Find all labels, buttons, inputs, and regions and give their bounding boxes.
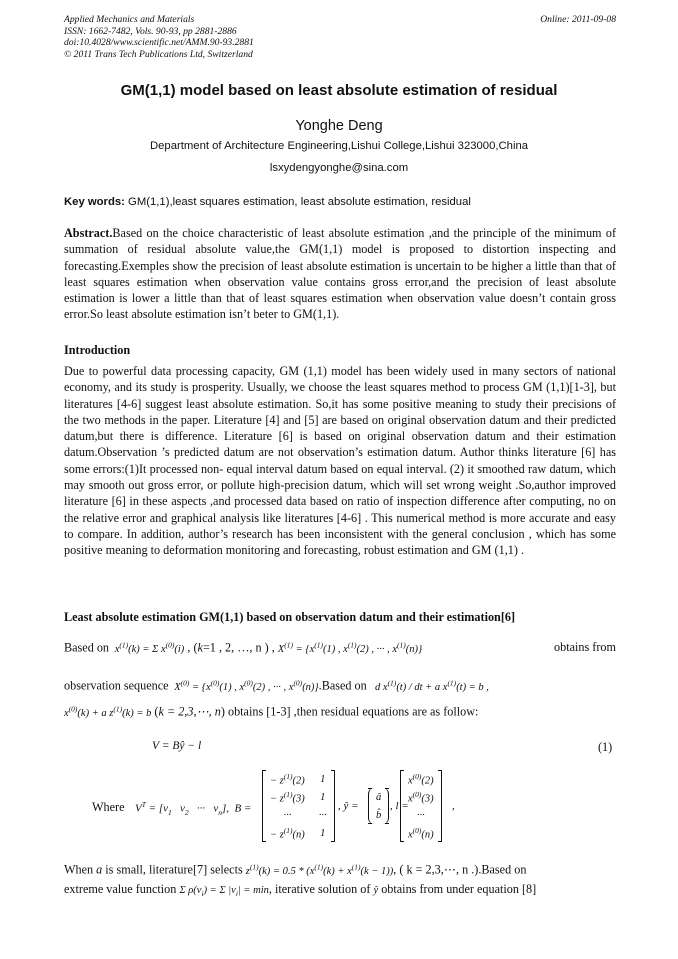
formula-accumulation: $x^{(1)}(k) = \Sigma$ $x^{(0)}(i)$ — [112, 640, 185, 655]
issn-line: ISSN: 1662-7482, Vols. 90-93, pp 2881-2886 — [64, 25, 237, 37]
text-k-range: =1 , 2, …, n ) , — [202, 640, 275, 655]
text-a-var: a — [96, 862, 103, 877]
text-k-var: k — [197, 640, 203, 655]
formula-l-vector: , l = — [390, 800, 409, 812]
text-is-small: is small, literature[7] selects — [105, 862, 243, 877]
journal-name: Applied Mechanics and Materials — [64, 14, 195, 25]
online-date: Online: 2011-09-08 — [540, 14, 616, 25]
text-when: When — [64, 862, 94, 877]
text-observation-sequence: observation sequence — [64, 678, 169, 693]
abstract-label: Abstract. — [64, 226, 113, 240]
matrix-b: − $z^{(1)}(2)$ 1 − $z^{(1)}(3)$ 1 ··· ··· − $z^{(1)}(n)$ 1 — [262, 770, 335, 842]
text-where: Where — [92, 800, 125, 814]
keywords-label: Key words: — [64, 196, 125, 208]
formula-line-1 — [64, 640, 616, 656]
text-based-on-3: , ( k = 2,3,⋯, n .).Based on — [393, 862, 527, 877]
journal-header — [64, 14, 616, 60]
formula-grey-equation: $x^{(0)}(k) + a$ $z^{(1)}(k) = b$ — [64, 704, 152, 719]
formula-line-2 — [64, 678, 616, 694]
formula-y-hat-inline: ŷ — [373, 885, 379, 896]
text-k-range-3: k = 2,3,⋯, n — [158, 704, 221, 719]
section-heading-least-absolute: Least absolute estimation GM(1,1) based on observation datum and their estimation[6] — [64, 610, 516, 624]
formula-line-4 — [64, 862, 616, 878]
text-iterative: , iterative solution of — [268, 882, 371, 896]
formula-x0-sequence: $X^{(0)} = \{x^{(0)}(1)$ , $x^{(0)}(2)$ , ··· , $x^{(0)}(n)$} — [171, 678, 319, 693]
text-based-on-2: .Based on — [318, 678, 367, 693]
introduction-text: Due to powerful data processing capacity, GM (1,1) model has been widely used in many sectors of national economy, and its study is prosperity. Usually, we choose the least squares method to process GM (1,1)[1-3], but literatures [4-6] suggest least absolute estimation. So,it has some positive meaning to study their precisions of the two methods in the paper. Literature [4] and [5] are based on original observation datum and their predicted datum,but there is difference. Literature [6] is based on original observation datum and their estimation datum.Observation ’s predicted datum are not observation’s estimation datum. Author thinks literature [6] has some errors:(1)It processed non- equal interval datum based on equal interval. (2) it smoothed raw datum, which may smooth out gross error, or pollute high-precision datum, which will set wrong weight .So,author improved literature [6] in these aspects ,and processed data based on ratio of inspection difference after computing, no on the relative error and graphical analysis like literatures [4-6] . This numerical method is more accurate and easy to compare. In addition, author’s research has been inconsistent with the general conclusion , which has some positive meaning to deformation monitoring and forecasting, robust estimation and GM (1,1) . — [64, 364, 616, 558]
abstract — [64, 225, 616, 323]
text-k-range-open: , ( — [187, 640, 198, 655]
formula-differential-equation: d $x^{(1)}(t)$ / dt + a $x^{(1)}(t) = b$ , — [369, 678, 489, 693]
formula-v-transpose: $V^T = [v_1$ $v_2$ ··· $v_n$], B = — [135, 800, 252, 817]
formula-line-3 — [64, 704, 616, 720]
text-obtains-from: obtains from — [554, 640, 616, 654]
vector-l: $x^{(0)}(2)$ $x^{(0)}(3)$ ··· $x^{(0)}(n)$ — [400, 770, 442, 842]
formula-line-5 — [64, 882, 616, 898]
formula-z-background: $z^{(1)}(k) = 0.5 * (x^{(1)}(k) + x^{(1)}(k - 1))$ — [245, 862, 394, 877]
text-extreme-value: extreme value function — [64, 882, 177, 896]
formula-extreme-value: Σ $\rho(v_i) = \Sigma$ $|v_i| = \min$ — [179, 885, 269, 899]
author-email: lsxydengyonghe@sina.com — [269, 162, 409, 174]
formula-y-hat: , ŷ = — [338, 800, 359, 812]
equation-1-number: (1) — [598, 740, 613, 754]
author-name: Yonghe Deng — [295, 118, 383, 134]
copyright-line: © 2011 Trans Tech Publications Ltd, Switzerland — [64, 48, 253, 60]
equation-1: V = Bŷ − l — [152, 740, 202, 752]
text-residual-equations: ) obtains [1-3] ,then residual equations are as follow: — [220, 704, 479, 719]
formula-comma: , — [452, 800, 455, 812]
paper-title: GM(1,1) model based on least absolute estimation of residual — [120, 82, 558, 99]
text-based-on: Based on — [64, 640, 110, 655]
text-under-equation: obtains from under equation [8] — [381, 882, 537, 896]
keywords — [64, 196, 616, 208]
text-paren-open: ( — [154, 704, 159, 719]
doi-line: doi:10.4028/www.scientific.net/AMM.90-93.2881 — [64, 37, 254, 48]
abstract-text: Based on the choice characteristic of least absolute estimation ,and the principle of the minimum of summation of residual absolute value,the GM(1,1) model is proposed to distortion inspecting and forecasting.Exemples show the precision of least absolute estimation is uncertain to be higher a little than that of least squares estimation when observation value contains gross error,and the precision of least absolute estimation is lower a little than that of least squares estimation when observation value doesn’t contain gross error.So least absolute estimation isn’t beter to GM(1,1). — [64, 226, 616, 322]
author-affiliation: Department of Architecture Engineering,Lishui College,Lishui 323000,China — [149, 140, 529, 152]
vector-y-hat: â b̂ — [368, 788, 389, 824]
introduction-heading: Introduction — [64, 343, 131, 357]
keywords-text: GM(1,1),least squares estimation, least absolute estimation, residual — [124, 196, 471, 208]
formula-x1-sequence: $X^{(1)} = \{x^{(1)}(1)$ , $x^{(1)}(2)$ , ··· , $x^{(1)}(n)$} — [277, 640, 423, 655]
